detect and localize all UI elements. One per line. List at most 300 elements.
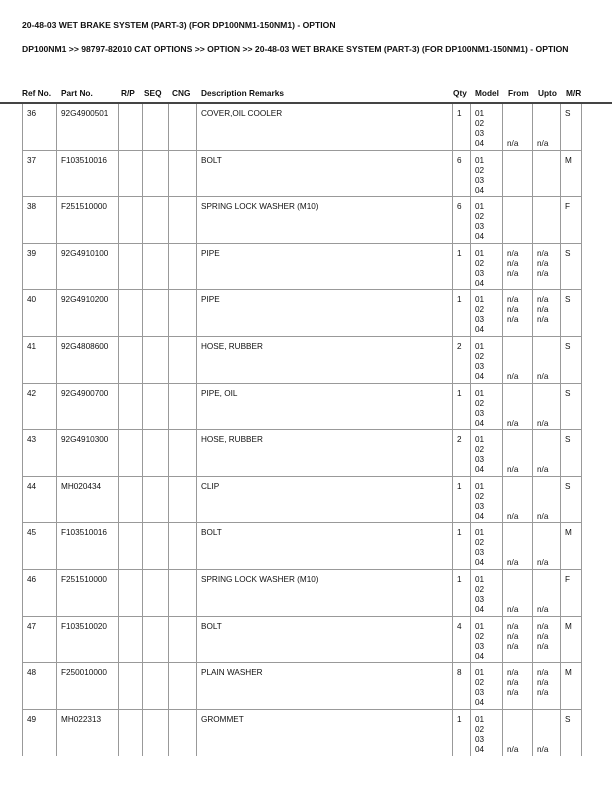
from-line: n/a xyxy=(507,248,519,258)
from-line xyxy=(507,735,532,745)
cell-upto xyxy=(532,151,560,197)
cell-upto xyxy=(532,477,560,523)
models-line: 03 xyxy=(475,595,485,604)
cell-desc: BOLT xyxy=(196,523,452,569)
upto-line: n/a xyxy=(537,315,549,325)
cell-cng xyxy=(168,617,196,663)
upto-line xyxy=(537,176,560,186)
cell-models xyxy=(470,710,502,757)
models-line: 02 xyxy=(475,445,485,455)
cell-ref: 41 xyxy=(22,337,56,383)
upto-line: n/a xyxy=(537,418,549,428)
cell-models xyxy=(470,663,502,709)
cell-qty: 6 xyxy=(452,151,470,197)
header-desc: Description Remarks xyxy=(201,88,285,98)
cell-models xyxy=(470,290,502,336)
cell-rp xyxy=(118,244,142,290)
cell-seq xyxy=(142,710,168,757)
upto-line xyxy=(537,455,560,465)
cell-upto xyxy=(532,617,560,663)
upto-line xyxy=(537,129,560,139)
cell-models xyxy=(470,430,502,476)
upto-line: n/a xyxy=(537,641,549,651)
cell-qty: 1 xyxy=(452,104,470,150)
upto-line xyxy=(537,585,560,595)
from-line: n/a xyxy=(507,631,519,641)
header-mr: M/R xyxy=(566,88,582,98)
from-line: n/a xyxy=(507,268,519,278)
table-row xyxy=(22,197,582,244)
cell-models xyxy=(470,570,502,616)
cell-ref: 42 xyxy=(22,384,56,430)
from-line xyxy=(507,166,532,176)
upto-line xyxy=(537,492,560,502)
cell-ref: 47 xyxy=(22,617,56,663)
models-line: 02 xyxy=(475,258,485,268)
cell-ref: 43 xyxy=(22,430,56,476)
models-line: 04 xyxy=(475,744,485,754)
cell-rp xyxy=(118,151,142,197)
from-line: n/a xyxy=(507,605,519,614)
cell-mr: M xyxy=(560,663,582,709)
cell-desc: CLIP xyxy=(196,477,452,523)
cell-qty: 1 xyxy=(452,710,470,757)
cell-mr: M xyxy=(560,617,582,663)
cell-cng xyxy=(168,570,196,616)
models-line: 04 xyxy=(475,325,485,335)
cell-qty: 1 xyxy=(452,477,470,523)
cell-desc: PIPE xyxy=(196,290,452,336)
cell-mr: S xyxy=(560,430,582,476)
models-line: 03 xyxy=(475,315,485,325)
cell-part: 92G4910200 xyxy=(56,290,118,336)
cell-cng xyxy=(168,523,196,569)
cell-from xyxy=(502,384,532,430)
from-line: n/a xyxy=(507,744,519,754)
upto-line xyxy=(537,399,560,409)
cell-part: MH020434 xyxy=(56,477,118,523)
from-line xyxy=(507,232,532,242)
models-line: 03 xyxy=(475,268,485,278)
cell-upto xyxy=(532,197,560,243)
upto-line xyxy=(537,725,560,735)
from-line: n/a xyxy=(507,668,519,678)
cell-ref: 37 xyxy=(22,151,56,197)
from-line: n/a xyxy=(507,511,519,521)
upto-line: n/a xyxy=(537,139,549,148)
cell-from xyxy=(502,523,532,569)
cell-rp xyxy=(118,384,142,430)
models-line: 03 xyxy=(475,641,485,651)
upto-line xyxy=(537,652,560,662)
table-row xyxy=(22,430,582,477)
upto-line xyxy=(537,538,560,548)
cell-upto xyxy=(532,244,560,290)
cell-ref: 49 xyxy=(22,710,56,757)
cell-part: F103510016 xyxy=(56,523,118,569)
cell-seq xyxy=(142,384,168,430)
from-line: n/a xyxy=(507,372,519,381)
cell-from xyxy=(502,710,532,757)
models-line: 02 xyxy=(475,538,485,548)
from-line xyxy=(507,389,532,399)
upto-line: n/a xyxy=(537,631,549,641)
from-line xyxy=(507,482,532,492)
models-line: 01 xyxy=(475,248,485,258)
models-line: 04 xyxy=(475,278,485,288)
cell-desc: SPRING LOCK WASHER (M10) xyxy=(196,197,452,243)
models-line: 01 xyxy=(475,295,485,305)
from-line: n/a xyxy=(507,558,519,568)
models-line: 03 xyxy=(475,455,485,465)
cell-seq xyxy=(142,337,168,383)
models-line: 01 xyxy=(475,342,485,351)
cell-seq xyxy=(142,197,168,243)
upto-line xyxy=(537,212,560,222)
cell-upto xyxy=(532,430,560,476)
upto-line xyxy=(537,362,560,372)
upto-line: n/a xyxy=(537,744,549,754)
cell-ref: 44 xyxy=(22,477,56,523)
cell-desc: COVER,OIL COOLER xyxy=(196,104,452,150)
cell-cng xyxy=(168,384,196,430)
upto-line xyxy=(537,186,560,196)
from-line: n/a xyxy=(507,621,519,631)
cell-part: 92G4910300 xyxy=(56,430,118,476)
cell-mr: M xyxy=(560,523,582,569)
upto-line xyxy=(537,735,560,745)
cell-seq xyxy=(142,244,168,290)
breadcrumb: DP100NM1 >> 98797-82010 CAT OPTIONS >> OPTION >> 20-48-03 WET BRAKE SYSTEM (PART-3) (FOR DP100NM1-150NM1) - OPTION xyxy=(22,44,569,54)
from-line: n/a xyxy=(507,305,519,315)
from-line xyxy=(507,725,532,735)
models-line: 02 xyxy=(475,352,485,361)
cell-seq xyxy=(142,617,168,663)
from-line: n/a xyxy=(507,315,519,325)
from-line xyxy=(507,222,532,232)
cell-desc: HOSE, RUBBER xyxy=(196,337,452,383)
cell-qty: 1 xyxy=(452,570,470,616)
from-line xyxy=(507,538,532,548)
from-line xyxy=(507,202,532,212)
header-seq: SEQ xyxy=(144,88,162,98)
cell-mr: S xyxy=(560,290,582,336)
upto-line xyxy=(537,156,560,166)
cell-rp xyxy=(118,523,142,569)
from-line xyxy=(507,455,532,465)
from-line: n/a xyxy=(507,295,519,305)
cell-qty: 1 xyxy=(452,244,470,290)
cell-cng xyxy=(168,151,196,197)
from-line xyxy=(507,492,532,502)
from-line xyxy=(507,325,532,335)
upto-line xyxy=(537,232,560,242)
from-line xyxy=(507,652,532,662)
cell-from xyxy=(502,244,532,290)
from-line: n/a xyxy=(507,678,519,688)
cell-desc: BOLT xyxy=(196,151,452,197)
models-line: 03 xyxy=(475,408,485,418)
page-title: 20-48-03 WET BRAKE SYSTEM (PART-3) (FOR DP100NM1-150NM1) - OPTION xyxy=(22,20,336,30)
cell-part: 92G4808600 xyxy=(56,337,118,383)
models-line: 04 xyxy=(475,232,485,242)
upto-line xyxy=(537,502,560,512)
from-line: n/a xyxy=(507,418,519,428)
cell-from xyxy=(502,430,532,476)
models-line: 02 xyxy=(475,212,485,222)
cell-models xyxy=(470,477,502,523)
cell-part: F251510000 xyxy=(56,570,118,616)
cell-mr: M xyxy=(560,151,582,197)
cell-ref: 40 xyxy=(22,290,56,336)
models-line: 04 xyxy=(475,698,485,708)
cell-ref: 39 xyxy=(22,244,56,290)
from-line xyxy=(507,176,532,186)
from-line: n/a xyxy=(507,139,519,148)
models-line: 02 xyxy=(475,398,485,408)
cell-seq xyxy=(142,430,168,476)
cell-part: F103510016 xyxy=(56,151,118,197)
upto-line xyxy=(537,352,560,362)
cell-qty: 4 xyxy=(452,617,470,663)
models-line: 01 xyxy=(475,575,485,584)
upto-line: n/a xyxy=(537,372,549,381)
table-row xyxy=(22,244,582,291)
cell-cng xyxy=(168,337,196,383)
upto-line: n/a xyxy=(537,668,549,678)
cell-cng xyxy=(168,430,196,476)
cell-mr: S xyxy=(560,384,582,430)
models-line: 03 xyxy=(475,129,485,138)
header-from: From xyxy=(508,88,529,98)
cell-upto xyxy=(532,570,560,616)
from-line xyxy=(507,445,532,455)
upto-line xyxy=(537,445,560,455)
models-line: 02 xyxy=(475,724,485,734)
cell-ref: 48 xyxy=(22,663,56,709)
models-line: 01 xyxy=(475,621,485,631)
upto-line: n/a xyxy=(537,465,549,475)
cell-qty: 6 xyxy=(452,197,470,243)
from-line xyxy=(507,585,532,595)
upto-line xyxy=(537,389,560,399)
cell-cng xyxy=(168,197,196,243)
header-rp: R/P xyxy=(121,88,135,98)
from-line xyxy=(507,548,532,558)
cell-upto xyxy=(532,104,560,150)
cell-models xyxy=(470,337,502,383)
models-line: 03 xyxy=(475,501,485,511)
from-line xyxy=(507,156,532,166)
cell-mr: S xyxy=(560,244,582,290)
cell-upto xyxy=(532,290,560,336)
cell-cng xyxy=(168,663,196,709)
from-line xyxy=(507,575,532,585)
cell-seq xyxy=(142,523,168,569)
upto-line: n/a xyxy=(537,295,549,305)
header-part: Part No. xyxy=(61,88,93,98)
upto-line: n/a xyxy=(537,511,549,521)
table-row xyxy=(22,477,582,524)
cell-rp xyxy=(118,570,142,616)
cell-seq xyxy=(142,570,168,616)
cell-qty: 1 xyxy=(452,523,470,569)
cell-desc: HOSE, RUBBER xyxy=(196,430,452,476)
models-line: 02 xyxy=(475,678,485,688)
cell-mr: S xyxy=(560,477,582,523)
from-line xyxy=(507,698,532,708)
upto-line xyxy=(537,279,560,289)
cell-upto xyxy=(532,710,560,757)
from-line xyxy=(507,109,532,119)
from-line xyxy=(507,279,532,289)
cell-models xyxy=(470,384,502,430)
cell-part: F250010000 xyxy=(56,663,118,709)
from-line xyxy=(507,212,532,222)
cell-part: F251510000 xyxy=(56,197,118,243)
cell-desc: PLAIN WASHER xyxy=(196,663,452,709)
table-row xyxy=(22,151,582,198)
cell-mr: F xyxy=(560,197,582,243)
cell-from xyxy=(502,290,532,336)
upto-line xyxy=(537,202,560,212)
models-line: 04 xyxy=(475,605,485,614)
cell-qty: 2 xyxy=(452,337,470,383)
models-line: 01 xyxy=(475,435,485,445)
cell-rp xyxy=(118,290,142,336)
upto-line: n/a xyxy=(537,605,549,614)
cell-seq xyxy=(142,477,168,523)
from-line xyxy=(507,186,532,196)
upto-line xyxy=(537,166,560,176)
cell-qty: 1 xyxy=(452,384,470,430)
models-line: 04 xyxy=(475,511,485,521)
upto-line xyxy=(537,595,560,605)
models-line: 03 xyxy=(475,222,485,232)
models-line: 02 xyxy=(475,631,485,641)
table-header xyxy=(0,88,612,100)
cell-upto xyxy=(532,523,560,569)
cell-from xyxy=(502,104,532,150)
cell-part: 92G4900501 xyxy=(56,104,118,150)
cell-cng xyxy=(168,477,196,523)
upto-line xyxy=(537,109,560,119)
cell-from xyxy=(502,337,532,383)
models-line: 04 xyxy=(475,651,485,661)
models-line: 03 xyxy=(475,362,485,371)
cell-models xyxy=(470,197,502,243)
table-row xyxy=(22,710,582,757)
from-line: n/a xyxy=(507,688,519,698)
cell-part: 92G4910100 xyxy=(56,244,118,290)
models-line: 01 xyxy=(475,714,485,724)
upto-line: n/a xyxy=(537,558,549,568)
from-line xyxy=(507,399,532,409)
header-ref: Ref No. xyxy=(22,88,52,98)
models-line: 01 xyxy=(475,388,485,398)
models-line: 02 xyxy=(475,119,485,128)
table-row xyxy=(22,570,582,617)
models-line: 01 xyxy=(475,668,485,678)
cell-rp xyxy=(118,104,142,150)
cell-seq xyxy=(142,663,168,709)
cell-qty: 8 xyxy=(452,663,470,709)
upto-line xyxy=(537,342,560,352)
cell-upto xyxy=(532,663,560,709)
cell-from xyxy=(502,570,532,616)
cell-from xyxy=(502,617,532,663)
cell-part: 92G4900700 xyxy=(56,384,118,430)
models-line: 02 xyxy=(475,165,485,175)
models-line: 04 xyxy=(475,418,485,428)
models-line: 04 xyxy=(475,558,485,568)
header-qty: Qty xyxy=(453,88,467,98)
models-line: 01 xyxy=(475,481,485,491)
models-line: 02 xyxy=(475,491,485,501)
models-line: 01 xyxy=(475,155,485,165)
cell-ref: 38 xyxy=(22,197,56,243)
models-line: 01 xyxy=(475,202,485,212)
from-line xyxy=(507,342,532,352)
cell-from xyxy=(502,151,532,197)
models-line: 02 xyxy=(475,305,485,315)
table-row xyxy=(22,523,582,570)
upto-line: n/a xyxy=(537,621,549,631)
models-line: 04 xyxy=(475,185,485,195)
cell-rp xyxy=(118,710,142,757)
from-line xyxy=(507,409,532,419)
upto-line: n/a xyxy=(537,678,549,688)
cell-cng xyxy=(168,104,196,150)
cell-upto xyxy=(532,384,560,430)
cell-part: MH022313 xyxy=(56,710,118,757)
from-line xyxy=(507,435,532,445)
cell-rp xyxy=(118,337,142,383)
table-row xyxy=(22,663,582,710)
models-line: 01 xyxy=(475,528,485,538)
cell-models xyxy=(470,617,502,663)
cell-mr: F xyxy=(560,570,582,616)
cell-from xyxy=(502,197,532,243)
upto-line xyxy=(537,222,560,232)
header-model: Model xyxy=(475,88,499,98)
cell-rp xyxy=(118,430,142,476)
upto-line: n/a xyxy=(537,268,549,278)
table-row xyxy=(22,337,582,384)
cell-desc: PIPE xyxy=(196,244,452,290)
upto-line xyxy=(537,698,560,708)
cell-qty: 2 xyxy=(452,430,470,476)
cell-mr: S xyxy=(560,710,582,757)
upto-line: n/a xyxy=(537,248,549,258)
cell-rp xyxy=(118,477,142,523)
cell-rp xyxy=(118,663,142,709)
cell-rp xyxy=(118,197,142,243)
models-line: 01 xyxy=(475,109,485,118)
upto-line: n/a xyxy=(537,305,549,315)
models-line: 03 xyxy=(475,734,485,744)
upto-line: n/a xyxy=(537,688,549,698)
cell-models xyxy=(470,244,502,290)
cell-qty: 1 xyxy=(452,290,470,336)
from-line xyxy=(507,502,532,512)
upto-line xyxy=(537,119,560,129)
cell-seq xyxy=(142,290,168,336)
cell-desc: GROMMET xyxy=(196,710,452,757)
cell-cng xyxy=(168,244,196,290)
models-line: 03 xyxy=(475,548,485,558)
from-line xyxy=(507,119,532,129)
